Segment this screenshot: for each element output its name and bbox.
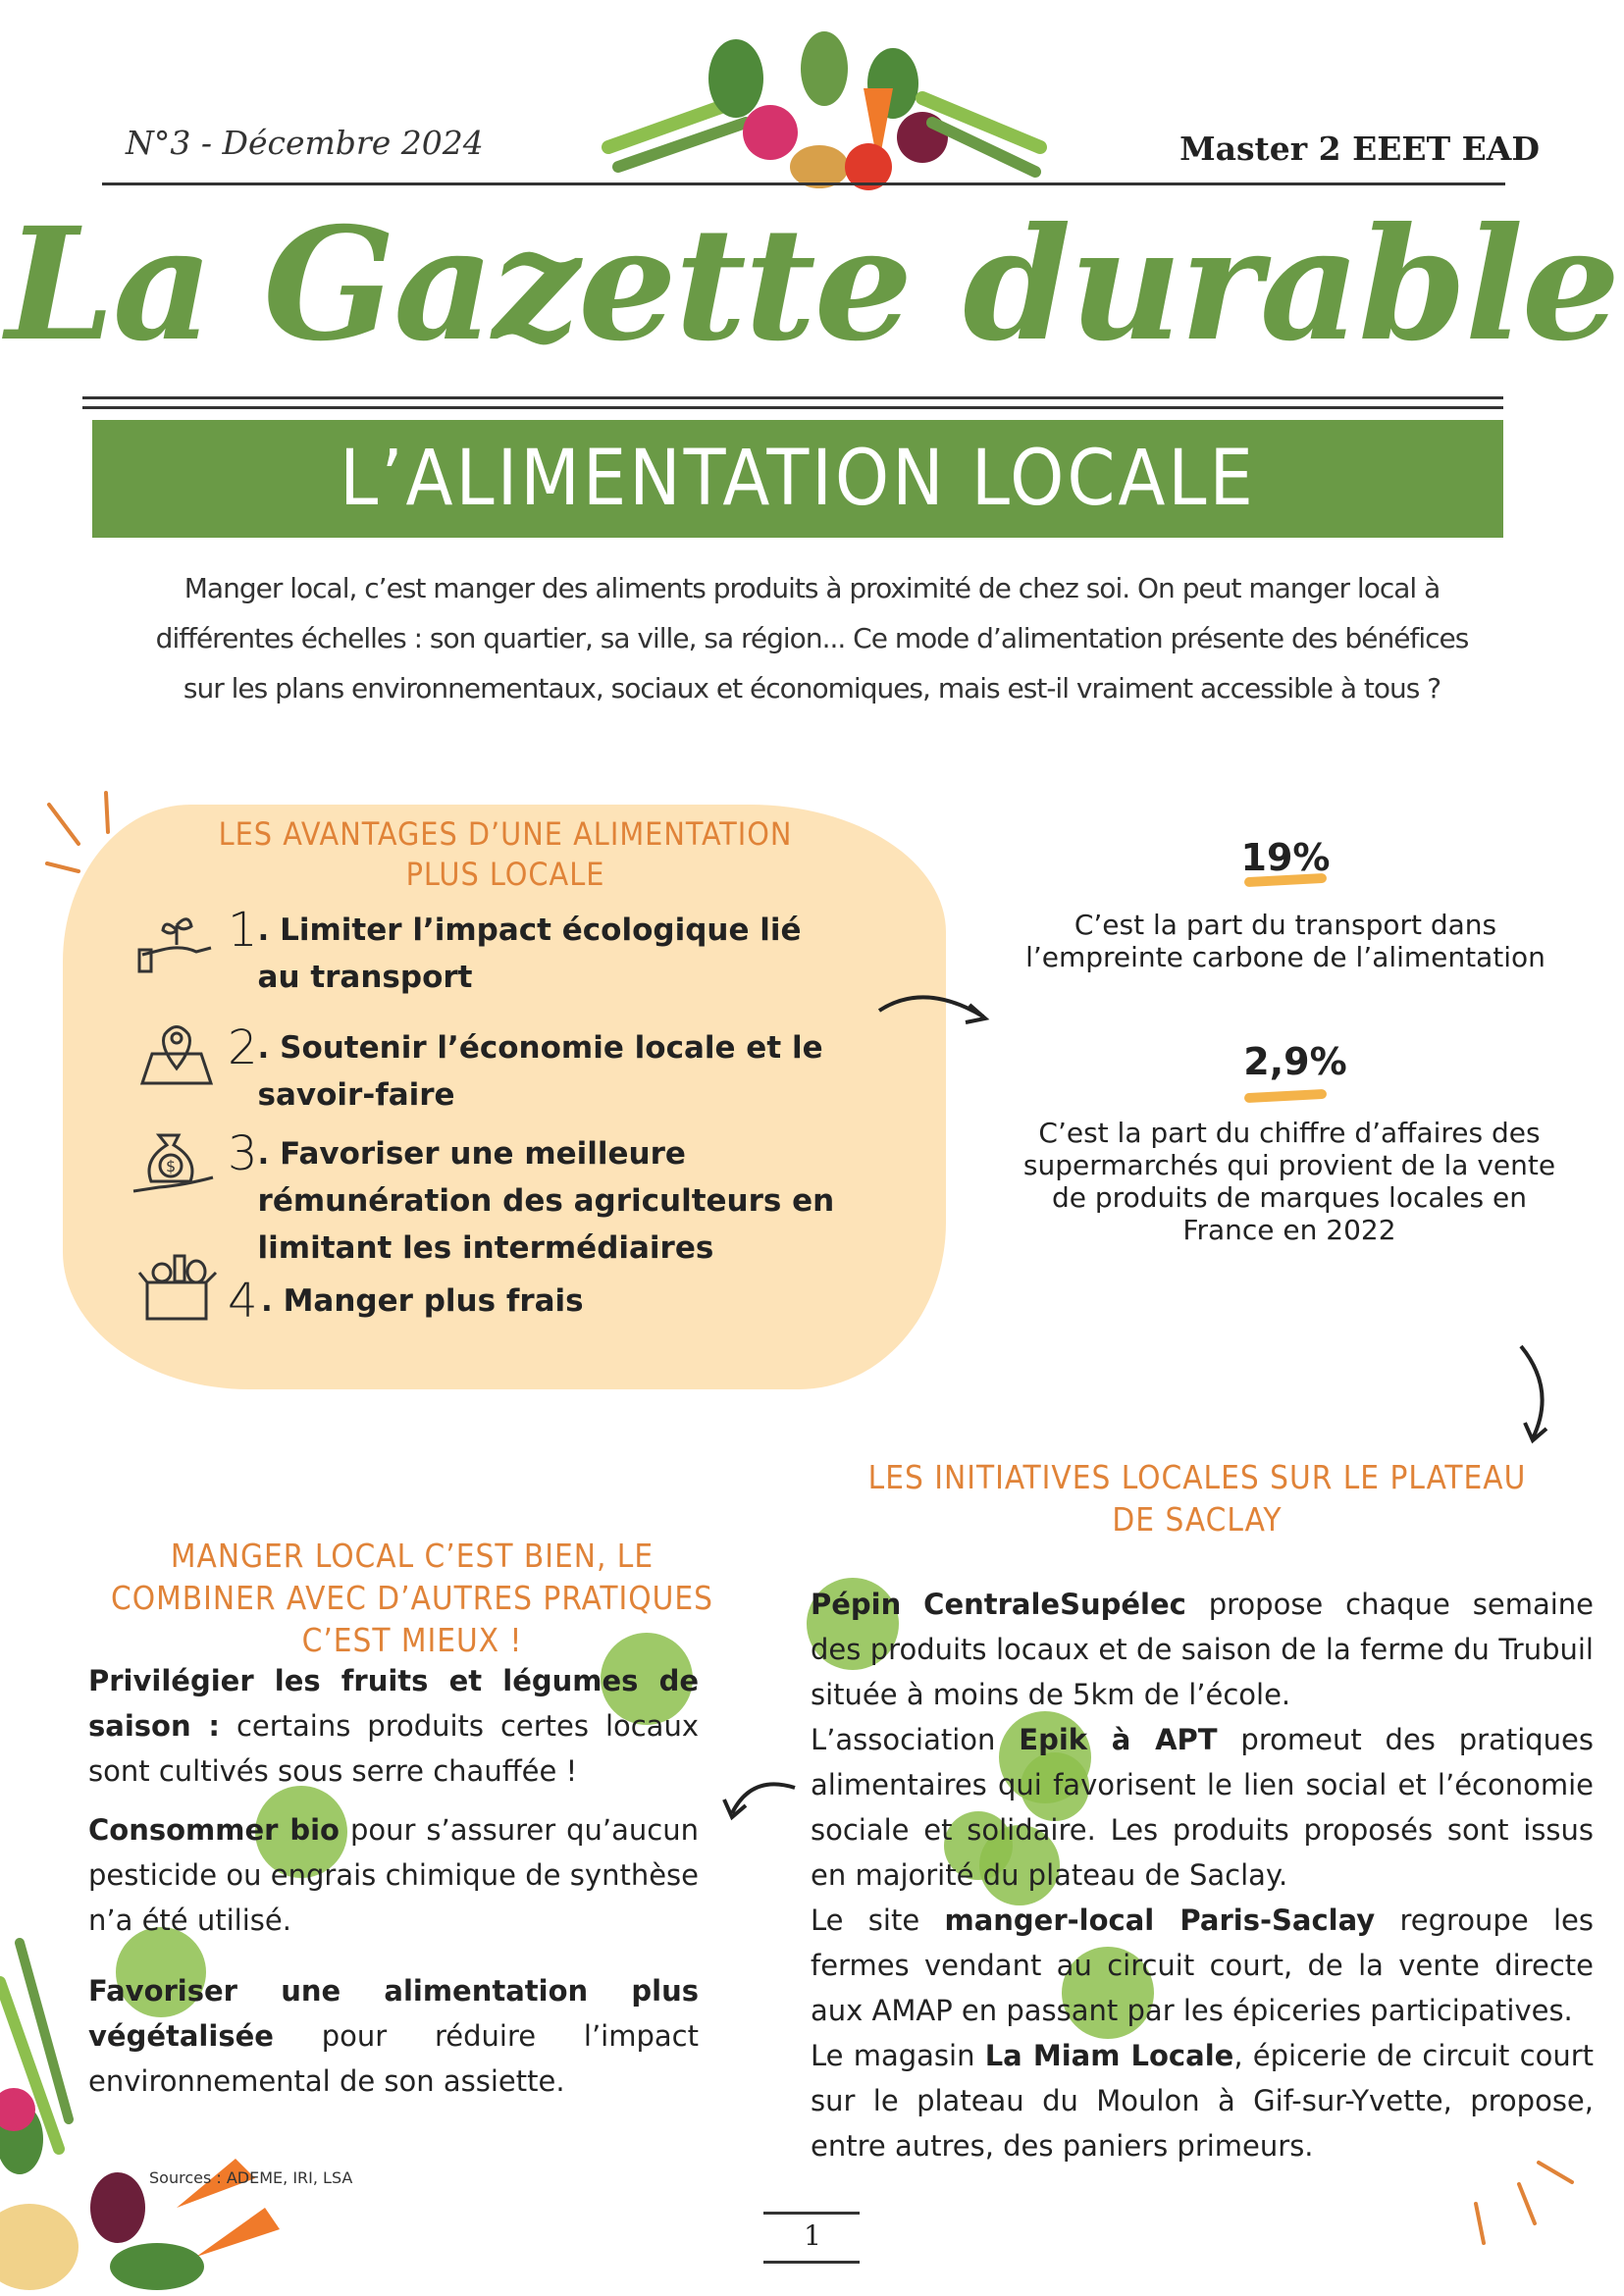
- program-label: Master 2 EEET EAD: [1179, 130, 1540, 168]
- stat-description-2: C’est la part du chiffre d’affaires des supermarchés qui provient de la vente de produits de marques locales en France en 2022: [1022, 1117, 1556, 1246]
- advantage-item-2: [228, 1020, 836, 1119]
- advantage-text: . Limiter l’impact écologique lié au transport: [257, 913, 802, 995]
- hand-plant-icon: [137, 901, 216, 979]
- practices-text: [88, 1658, 699, 2117]
- stat-value-2: 2,9%: [1243, 1040, 1347, 1083]
- vegetables-illustration: [599, 29, 1050, 196]
- initiative-manger-local: Le site manger-local Paris-Saclay regroupe les fermes vendant au circuit court, de la vente directe aux AMAP en passant par les épiceries participatives.: [811, 1904, 1594, 2027]
- advantage-item-3: [228, 1126, 895, 1272]
- stat-underline: [1244, 1089, 1327, 1103]
- initiatives-text: [811, 1582, 1594, 2168]
- map-pin-icon: [137, 1015, 216, 1093]
- advantage-number: 4: [228, 1274, 258, 1329]
- divider: [102, 183, 1505, 185]
- initiative-epik: L’association Epik à APT promeut des pratiques alimentaires qui favorisent le lien social et l’économie sociale et solidaire. Les produits proposés sont issus en majorité du plateau de Saclay.: [811, 1723, 1595, 1892]
- sources-note: Sources : ADEME, IRI, LSA: [149, 2168, 353, 2187]
- divider: [763, 2261, 860, 2264]
- masthead-title: La Gazette durable: [5, 194, 1619, 376]
- stat-value-1: 19%: [1240, 836, 1331, 879]
- curved-arrow-icon: [722, 1774, 801, 1833]
- divider: [82, 406, 1503, 409]
- curved-arrow-icon: [1507, 1340, 1566, 1448]
- divider: [82, 396, 1503, 399]
- sun-rays-icon: [1470, 2155, 1578, 2253]
- intro-paragraph: Manger local, c’est manger des aliments produits à proximité de chez soi. On peut manger local à différentes échelles : son quartier, sa ville, sa région... Ce mode d’alimentation présente des bénéfices sur les plans environnementaux, sociaux et économiques, mais est-il vraiment accessible à tous ?: [155, 572, 1469, 704]
- beet-icon: [897, 112, 948, 163]
- money-bag-icon: [130, 1121, 220, 1209]
- svg-text:$: $: [166, 1157, 177, 1175]
- initiative-pepin: Pépin CentraleSupélec propose chaque semaine des produits locaux et de saison de la ferme du Trubuil située à moins de 5km de l’école.: [811, 1588, 1594, 1711]
- page-number: 1: [804, 2219, 821, 2252]
- divider: [763, 2212, 860, 2215]
- advantage-item-1: [228, 903, 836, 1001]
- advantage-number: 2: [228, 1020, 258, 1075]
- produce-box-icon: [137, 1248, 220, 1327]
- practices-title: MANGER LOCAL C’EST BIEN, LE COMBINER AVEC D’AUTRES PRATIQUES C’EST MIEUX !: [111, 1537, 713, 1659]
- practice-plant-based: Favoriser une alimentation plus végétalisée pour réduire l’impact environnemental de son assiette.: [88, 1974, 699, 2098]
- advantage-text: . Favoriser une meilleure rémunération des agriculteurs en limitant les intermédiaires: [257, 1136, 835, 1266]
- practice-seasonal: Privilégier les fruits et légumes de saison : certains produits certes locaux sont cultivés sous serre chauffée !: [88, 1664, 699, 1788]
- advantage-number: 1: [228, 903, 258, 958]
- stat-description-1: C’est la part du transport dans l’empreinte carbone de l’alimentation: [1025, 909, 1545, 973]
- topic-banner: L’ALIMENTATION LOCALE: [92, 420, 1503, 538]
- issue-label: N°3 - Décembre 2024: [126, 124, 484, 162]
- advantage-item-4: [228, 1274, 836, 1329]
- curved-arrow-icon: [875, 981, 993, 1040]
- advantages-title: LES AVANTAGES D’UNE ALIMENTATION PLUS LOCALE: [218, 815, 793, 893]
- advantage-text: . Manger plus frais: [261, 1283, 584, 1319]
- practice-organic: Consommer bio pour s’assurer qu’aucun pesticide ou engrais chimique de synthèse n’a été utilisé.: [88, 1813, 700, 1937]
- initiatives-title: LES INITIATIVES LOCALES SUR LE PLATEAU DE SACLAY: [867, 1458, 1527, 1539]
- advantage-number: 3: [228, 1126, 258, 1181]
- radish-icon: [743, 105, 798, 160]
- initiative-miam-locale: Le magasin La Miam Locale, épicerie de circuit court sur le plateau du Moulon à Gif-sur-Yvette, propose, entre autres, des paniers primeurs.: [811, 2039, 1594, 2163]
- advantage-text: . Soutenir l’économie locale et le savoir-faire: [257, 1030, 823, 1113]
